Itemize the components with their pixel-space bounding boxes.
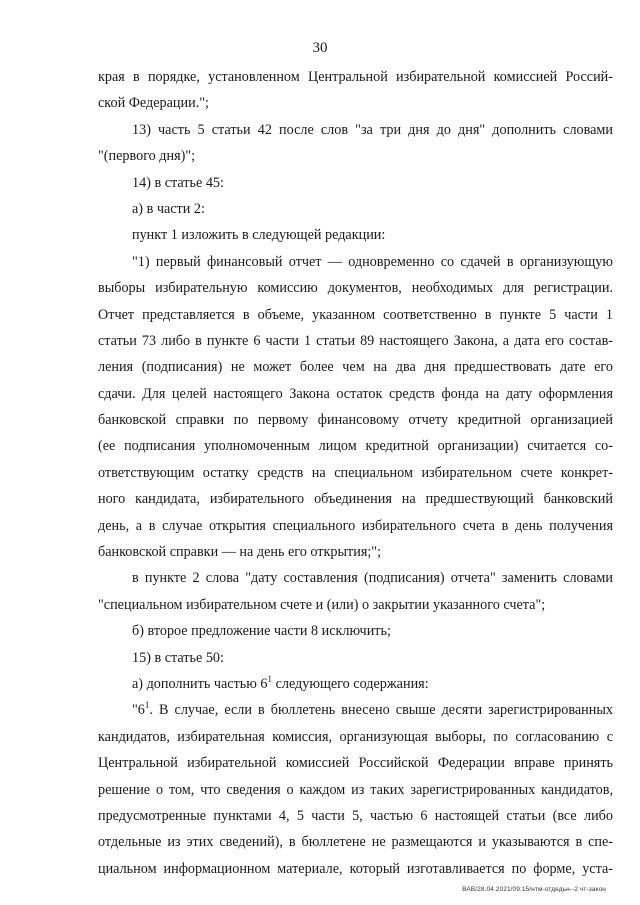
text-line: банковской справки — на день его открытия;"; <box>98 544 382 561</box>
text-line: сдачи. Для целей настоящего Закона остаток средств фонда на дату оформления <box>98 385 613 402</box>
superscript: 1 <box>267 673 273 684</box>
text-line: в пункте 2 слова "дату составления (подписания) отчета" заменить словами <box>132 570 613 587</box>
text-line: решение о том, что сведения о каждом из таких зарегистрированных кандидатов, <box>98 781 613 798</box>
text-line: банковской справки по первому финансовому отчету кредитной организацией <box>98 412 613 429</box>
document-footer-stamp: ВАВ/28.04.2021/09:15/нтм-отдедьн--2 чт-закон <box>462 886 606 893</box>
text-line: отдельные из этих сведений), в бюллетене не размещаются и указываются в спе- <box>98 834 613 851</box>
text-line: выборы избирательную комиссию документов, необходимых для регистрации. <box>98 280 613 297</box>
text-line: ного кандидата, избирательного объединения на предшествующий банковский <box>98 491 613 508</box>
text-line: 13) часть 5 статьи 42 после слов "за три дня до дня" дополнить словами <box>132 121 613 138</box>
text-line: ления (подписания) не может более чем на два дня предшествовать дате его <box>98 359 613 376</box>
text-line: день, а в случае открытия специального избирательного счета в день получения <box>98 517 613 534</box>
text-line: Центральной избирательной комиссией Российской Федерации вправе принять <box>98 755 613 772</box>
text-line: а) в части 2: <box>132 200 205 217</box>
text-line: ответствующим остатку средств на специальном избирательном счете конкрет- <box>98 464 613 481</box>
superscript: 1 <box>144 700 150 711</box>
text-line <box>98 671 613 697</box>
text-line: "1) первый финансовый отчет — одновременно со сдачей в организующую <box>132 253 613 270</box>
text-line: "(первого дня)"; <box>98 148 196 165</box>
text-fragment: следующего содержания: <box>272 675 429 692</box>
text-line: "специальном избирательном счете и (или) о закрытии указанного счета"; <box>98 596 546 613</box>
text-line: (ее подписания уполномоченным лицом кредитной организации) считается со- <box>98 438 613 455</box>
text-line: ской Федерации."; <box>98 95 209 112</box>
page-number: 30 <box>312 40 328 56</box>
text-line: статьи 73 либо в пункте 6 части 1 статьи 89 настоящего Закона, а дата его состав- <box>98 332 613 349</box>
text-line: края в порядке, установленном Центральной избирательной комиссией Россий- <box>98 69 613 85</box>
text-line: 15) в статье 50: <box>132 649 224 666</box>
text-fragment: а) дополнить частью 6 <box>132 675 268 692</box>
text-line: 14) в статье 45: <box>132 174 224 191</box>
text-line: пункт 1 изложить в следующей редакции: <box>132 227 386 244</box>
text-line: циальном информационном материале, который изготавливается по форме, уста- <box>98 860 613 877</box>
text-line <box>98 697 613 723</box>
text-line: Отчет представляется в объеме, указанном соответственно в пункте 5 части 1 <box>98 306 613 323</box>
text-line: кандидатов, избирательная комиссия, организующая выборы, по согласованию с <box>98 728 613 745</box>
text-fragment: . В случае, если в бюллетень внесено свыше десяти зарегистрированных <box>149 702 613 719</box>
text-fragment: "6 <box>132 702 145 719</box>
text-line: предусмотренные пунктами 4, 5 части 5, частью 6 настоящей статьи (все либо <box>98 807 613 824</box>
document-body <box>98 64 613 882</box>
text-line: б) второе предложение части 8 исключить; <box>132 623 391 640</box>
